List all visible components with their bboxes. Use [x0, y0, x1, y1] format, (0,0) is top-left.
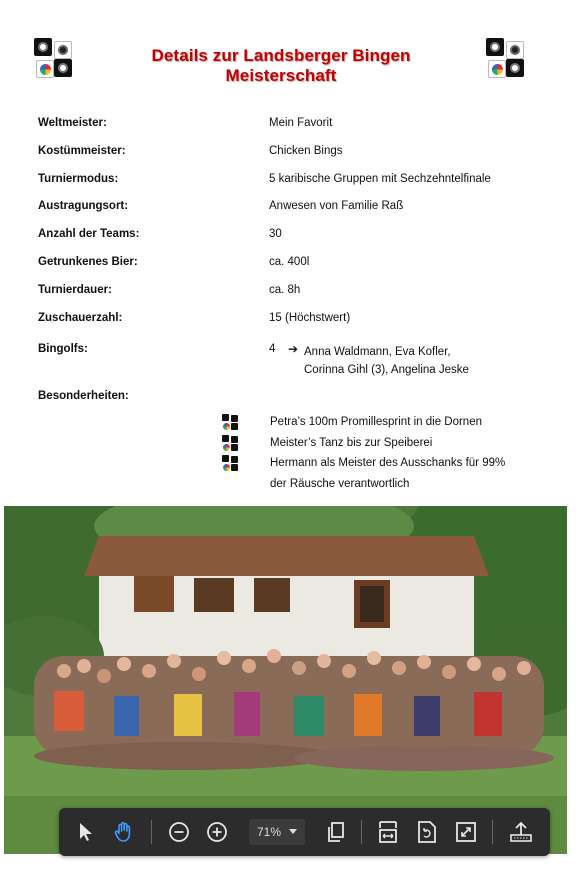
document-header	[34, 38, 528, 85]
document-title: Details zur Landsberger Bingen Meisterschaft	[151, 46, 411, 85]
color-ball-icon	[36, 60, 54, 78]
zoom-in-icon[interactable]	[202, 817, 232, 847]
soccer-ball-icon	[486, 38, 504, 56]
detail-value: Anwesen von Familie Raß	[269, 200, 404, 213]
zoom-dropdown[interactable]	[249, 819, 305, 845]
soccer-ball-icon	[54, 59, 72, 77]
group-photo	[4, 506, 567, 854]
detail-label: Zuschauerzahl:	[38, 311, 123, 324]
detail-label: Austragungsort:	[38, 200, 129, 213]
viewer-toolbar	[59, 808, 550, 856]
besonderheiten-label: Besonderheiten:	[38, 390, 129, 402]
soccer-ball-icon	[34, 38, 52, 56]
detail-value: 30	[269, 228, 282, 241]
zoom-out-icon[interactable]	[164, 817, 194, 847]
detail-row	[38, 256, 538, 284]
zoom-value: 71%	[257, 825, 282, 839]
detail-value: 15 (Höchstwert)	[269, 311, 351, 324]
list-item	[222, 457, 552, 478]
list-item	[222, 437, 552, 458]
list-item-text: Petra’s 100m Promillesprint in die Dornen	[270, 416, 482, 428]
toolbar-divider	[361, 820, 362, 844]
list-item	[222, 416, 552, 437]
toolbar-divider	[151, 820, 152, 844]
hand-tool-icon[interactable]	[109, 817, 139, 847]
detail-label: Turnierdauer:	[38, 283, 112, 296]
detail-value: ca. 8h	[269, 283, 301, 296]
page-view-icon[interactable]	[321, 817, 351, 847]
rotate-icon[interactable]	[412, 817, 442, 847]
detail-row	[38, 173, 538, 201]
detail-value: 5 karibische Gruppen mit Sechzehntelfinale	[269, 172, 491, 185]
bingolfs-count: 4	[269, 343, 276, 355]
list-item-text: der Räusche verantwortlich	[270, 477, 410, 490]
soccer-bullet-icon	[222, 455, 240, 473]
detail-row	[38, 228, 538, 256]
details-table	[38, 117, 538, 339]
besonderheiten-list	[222, 416, 552, 498]
detail-row	[38, 145, 538, 173]
detail-row	[38, 117, 538, 145]
color-ball-icon	[488, 60, 506, 78]
bingolfs-names-line: Corinna Gihl (3), Angelina Jeske	[304, 364, 469, 376]
soccer-ball-icon	[506, 59, 524, 77]
bingolfs-label: Bingolfs:	[38, 343, 88, 355]
arrow-right-icon: ➔	[288, 342, 299, 356]
detail-value: Mein Favorit	[269, 117, 333, 129]
soccer-bullet-icon	[222, 435, 240, 453]
select-cursor-icon[interactable]	[71, 817, 101, 847]
detail-label: Weltmeister:	[38, 117, 107, 129]
detail-row	[38, 200, 538, 228]
detail-label: Anzahl der Teams:	[38, 228, 140, 241]
detail-label: Getrunkenes Bier:	[38, 255, 138, 268]
fullscreen-icon[interactable]	[451, 817, 481, 847]
list-item-text: Hermann als Meister des Ausschanks für 99%	[270, 457, 506, 469]
list-item-text: Meister’s Tanz bis zur Speiberei	[270, 436, 433, 449]
logo-right	[486, 38, 526, 78]
logo-left	[34, 38, 74, 78]
detail-label: Turniermodus:	[38, 172, 119, 185]
group-photo-illustration	[4, 506, 567, 854]
detail-value: Chicken Bings	[269, 144, 343, 157]
toolbar-divider	[492, 820, 493, 844]
soccer-ball-icon	[506, 41, 524, 59]
detail-row	[38, 312, 538, 340]
detail-value: ca. 400l	[269, 255, 310, 268]
soccer-ball-icon	[54, 41, 72, 59]
bingolfs-names	[304, 343, 469, 379]
detail-label: Kostümmeister:	[38, 144, 126, 157]
chevron-down-icon	[289, 829, 297, 834]
list-item-continuation	[222, 478, 552, 499]
detail-row	[38, 284, 538, 312]
fit-width-icon[interactable]	[373, 817, 403, 847]
share-upload-icon[interactable]	[506, 817, 536, 847]
soccer-bullet-icon	[222, 414, 240, 432]
bingolfs-names-line: Anna Waldmann, Eva Kofler,	[304, 346, 451, 358]
crowd-of-people	[34, 649, 554, 771]
